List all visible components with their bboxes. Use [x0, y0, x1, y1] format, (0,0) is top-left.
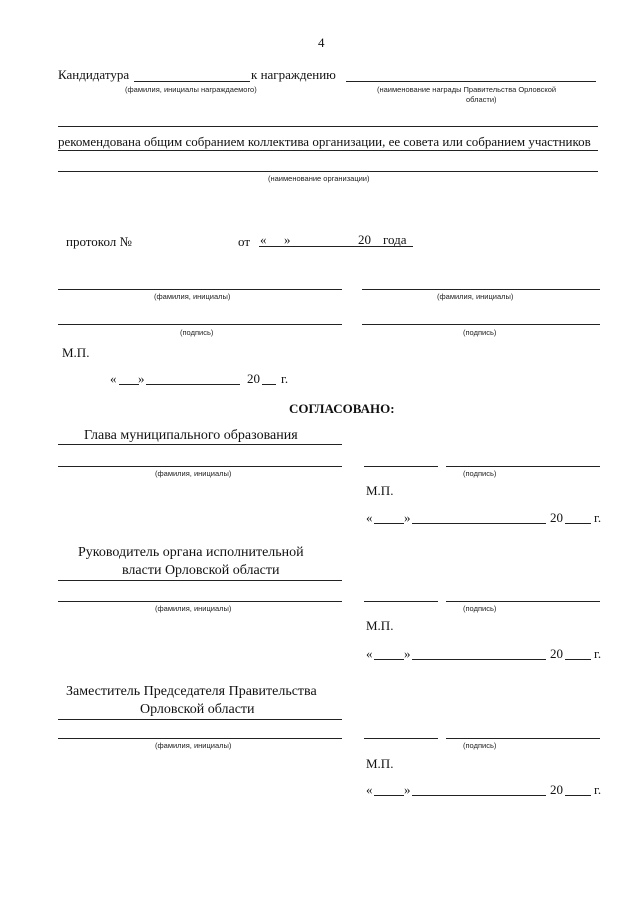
candidate-label: Кандидатура	[58, 67, 130, 82]
protocol-from: от	[238, 234, 251, 249]
section2-quote-open: «	[366, 646, 373, 661]
section2-year: 20	[550, 646, 563, 661]
section3-caption-sign: (подпись)	[463, 741, 497, 750]
section3-year-line	[565, 795, 591, 796]
date-quote-close: »	[138, 371, 145, 386]
protocol-year-prefix: 20	[358, 232, 371, 247]
page-number: 4	[318, 35, 325, 50]
section2-sign-line-b	[446, 601, 600, 602]
date-day-line	[119, 384, 139, 385]
caption-name-left: (фамилия, инициалы)	[154, 292, 231, 301]
agreed-title: СОГЛАСОВАНО:	[289, 401, 395, 416]
recommended-text: рекомендована общим собранием коллектива организации, ее совета или собранием участников	[58, 134, 591, 149]
date-g: г.	[281, 371, 289, 386]
section1-caption-name: (фамилия, инициалы)	[155, 469, 232, 478]
sign-line-right	[362, 324, 600, 325]
section3-sign-line-a	[364, 738, 438, 739]
protocol-quote-close: »	[284, 232, 291, 247]
section1-quote-close: »	[404, 510, 411, 525]
recommended-underline	[58, 150, 598, 151]
section1-sign-line-a	[364, 466, 438, 467]
section3-quote-close: »	[404, 782, 411, 797]
section1-day-line	[374, 523, 404, 524]
section1-title-underline	[58, 444, 342, 445]
section1-mp: М.П.	[366, 483, 394, 498]
caption-name-right: (фамилия, инициалы)	[437, 292, 514, 301]
section2-title-underline	[58, 580, 342, 581]
section3-sign-line-b	[446, 738, 600, 739]
section2-year-line	[565, 659, 591, 660]
section3-quote-open: «	[366, 782, 373, 797]
blank-line	[58, 126, 598, 127]
caption-award-2: области)	[466, 95, 497, 104]
section2-caption-name: (фамилия, инициалы)	[155, 604, 232, 613]
caption-candidate-name: (фамилия, инициалы награждаемого)	[125, 85, 257, 94]
section1-quote-open: «	[366, 510, 373, 525]
caption-sign-right: (подпись)	[463, 328, 497, 337]
protocol-quote-open: «	[260, 232, 267, 247]
section2-title-1: Руководитель органа исполнительной	[78, 545, 304, 560]
candidate-name-line	[134, 81, 250, 82]
caption-award-1: (наименование награды Правительства Орловской	[377, 85, 557, 94]
section2-g: г.	[594, 646, 602, 661]
section1-year-line	[565, 523, 591, 524]
section2-caption-sign: (подпись)	[463, 604, 497, 613]
section3-name-line	[58, 738, 342, 739]
section3-year: 20	[550, 782, 563, 797]
protocol-year-word: года	[383, 232, 407, 247]
name-line-right	[362, 289, 600, 290]
section3-mp: М.П.	[366, 756, 394, 771]
section2-quote-close: »	[404, 646, 411, 661]
protocol-label: протокол №	[66, 234, 132, 249]
section1-caption-sign: (подпись)	[463, 469, 497, 478]
section1-sign-line-b	[446, 466, 600, 467]
date-year: 20	[247, 371, 260, 386]
section3-title-1: Заместитель Председателя Правительства	[66, 684, 317, 699]
section2-mp: М.П.	[366, 618, 394, 633]
section3-title-2: Орловской области	[140, 702, 255, 717]
org-line	[58, 171, 598, 172]
section2-sign-line-a	[364, 601, 438, 602]
date-year-line	[262, 384, 276, 385]
sign-line-left	[58, 324, 342, 325]
section1-g: г.	[594, 510, 602, 525]
section1-title: Глава муниципального образования	[84, 428, 298, 443]
name-line-left	[58, 289, 342, 290]
section3-title-underline	[58, 719, 342, 720]
section3-caption-name: (фамилия, инициалы)	[155, 741, 232, 750]
section3-g: г.	[594, 782, 602, 797]
section3-day-line	[374, 795, 404, 796]
section1-year: 20	[550, 510, 563, 525]
caption-org: (наименование организации)	[268, 174, 370, 183]
award-name-line	[346, 81, 596, 82]
section1-month-line	[412, 523, 546, 524]
section2-day-line	[374, 659, 404, 660]
date-quote-open: «	[110, 371, 117, 386]
section3-month-line	[412, 795, 546, 796]
section2-month-line	[412, 659, 546, 660]
award-label: к награждению	[251, 67, 336, 82]
caption-sign-left: (подпись)	[180, 328, 214, 337]
section1-name-line	[58, 466, 342, 467]
section2-title-2: власти Орловской области	[122, 563, 280, 578]
mp-label: М.П.	[62, 345, 90, 360]
section2-name-line	[58, 601, 342, 602]
date-month-line	[146, 384, 240, 385]
